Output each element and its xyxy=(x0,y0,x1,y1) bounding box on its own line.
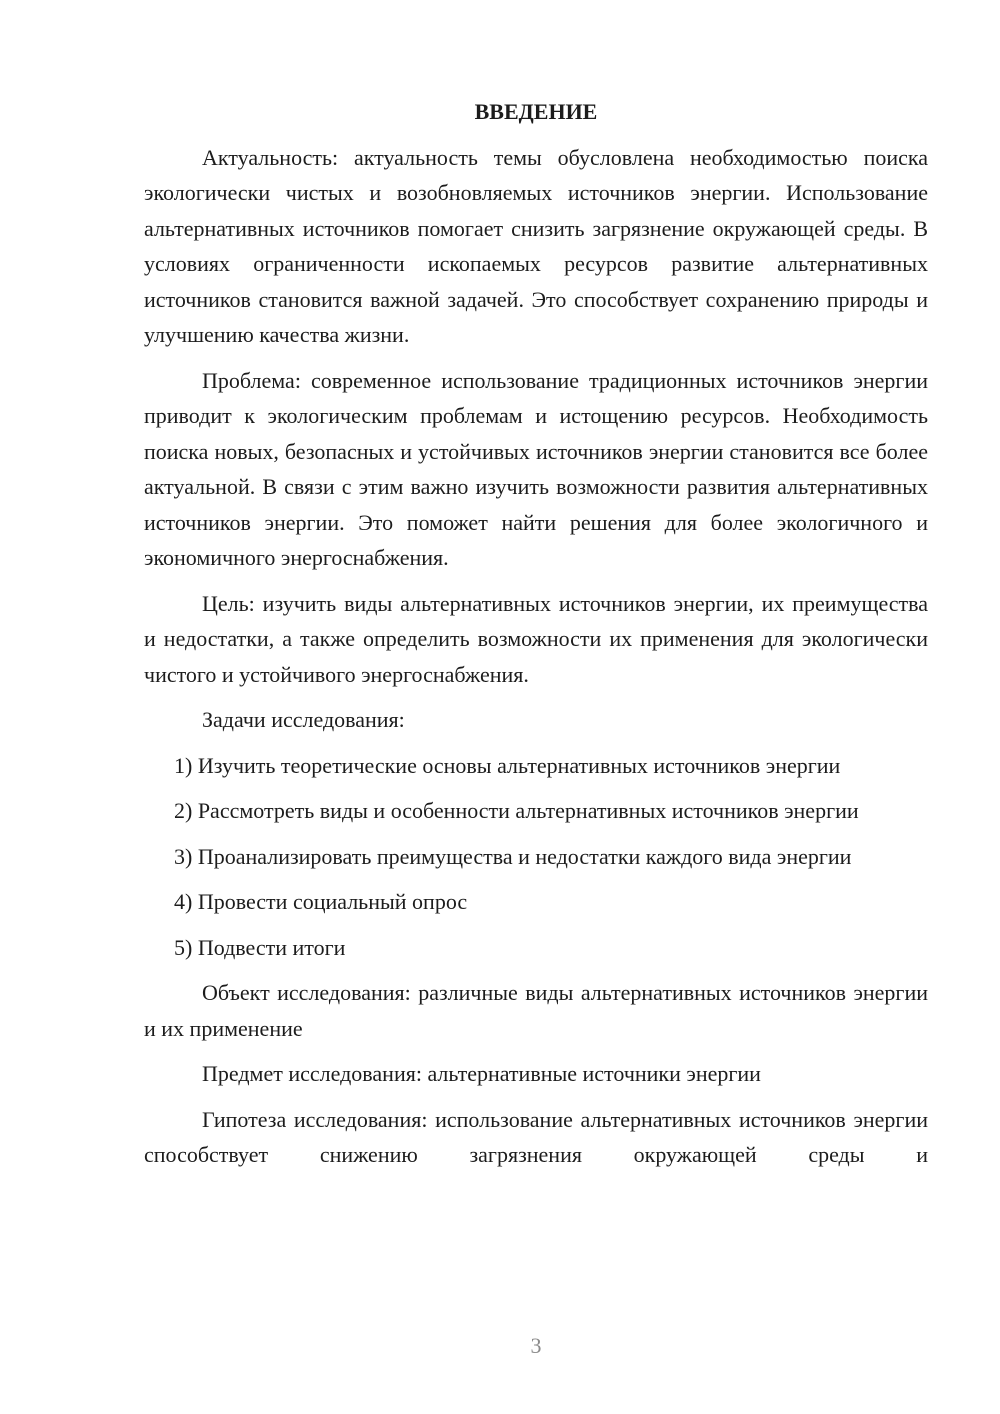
task-item-4: 4) Провести социальный опрос xyxy=(174,889,468,914)
task-item-2: 2) Рассмотреть виды и особенности альтернативных источников энергии xyxy=(174,798,859,823)
tasks-intro: Задачи исследования: xyxy=(202,707,405,732)
task-item-1: 1) Изучить теоретические основы альтернативных источников энергии xyxy=(174,752,841,778)
relevance-paragraph: Актуальность: актуальность темы обусловлена необходимостью поиска экологически чистых и возобновляемых источников энергии. Использование альтернативных источников помогает снизить загрязнение окружающей среды. В условиях ограниченности ископаемых ресурсов развитие альтернативных источников становится важной задачей. Это способствует сохранению природы и улучшению качества жизни. xyxy=(144,144,928,347)
page-number: 3 xyxy=(530,1333,542,1358)
object-paragraph: Объект исследования: различные виды альтернативных источников энергии и их применение xyxy=(144,980,928,1041)
problem-paragraph: Проблема: современное использование традиционных источников энергии приводит к экологическим проблемам и истощению ресурсов. Необходимость поиска новых, безопасных и устойчивых источников энергии становится все более актуальной. В связи с этим важно изучить возможности развития альтернативных источников энергии. Это поможет найти решения для более экологичного и экономичного энергоснабжения. xyxy=(144,367,928,570)
hypothesis-paragraph: Гипотеза исследования: использование альтернативных источников энергии способствует снижению загрязнения окружающей среды и xyxy=(144,1106,928,1167)
task-item-5: 5) Подвести итоги xyxy=(174,934,346,960)
subject-paragraph: Предмет исследования: альтернативные источники энергии xyxy=(202,1061,761,1086)
task-item-3: 3) Проанализировать преимущества и недостатки каждого вида энергии xyxy=(174,843,852,869)
section-heading: ВВЕДЕНИЕ xyxy=(474,99,598,124)
goal-paragraph: Цель: изучить виды альтернативных источников энергии, их преимущества и недостатки, а также определить возможности их применения для экологически чистого и устойчивого энергоснабжения. xyxy=(144,590,928,687)
document-body xyxy=(144,94,928,1173)
